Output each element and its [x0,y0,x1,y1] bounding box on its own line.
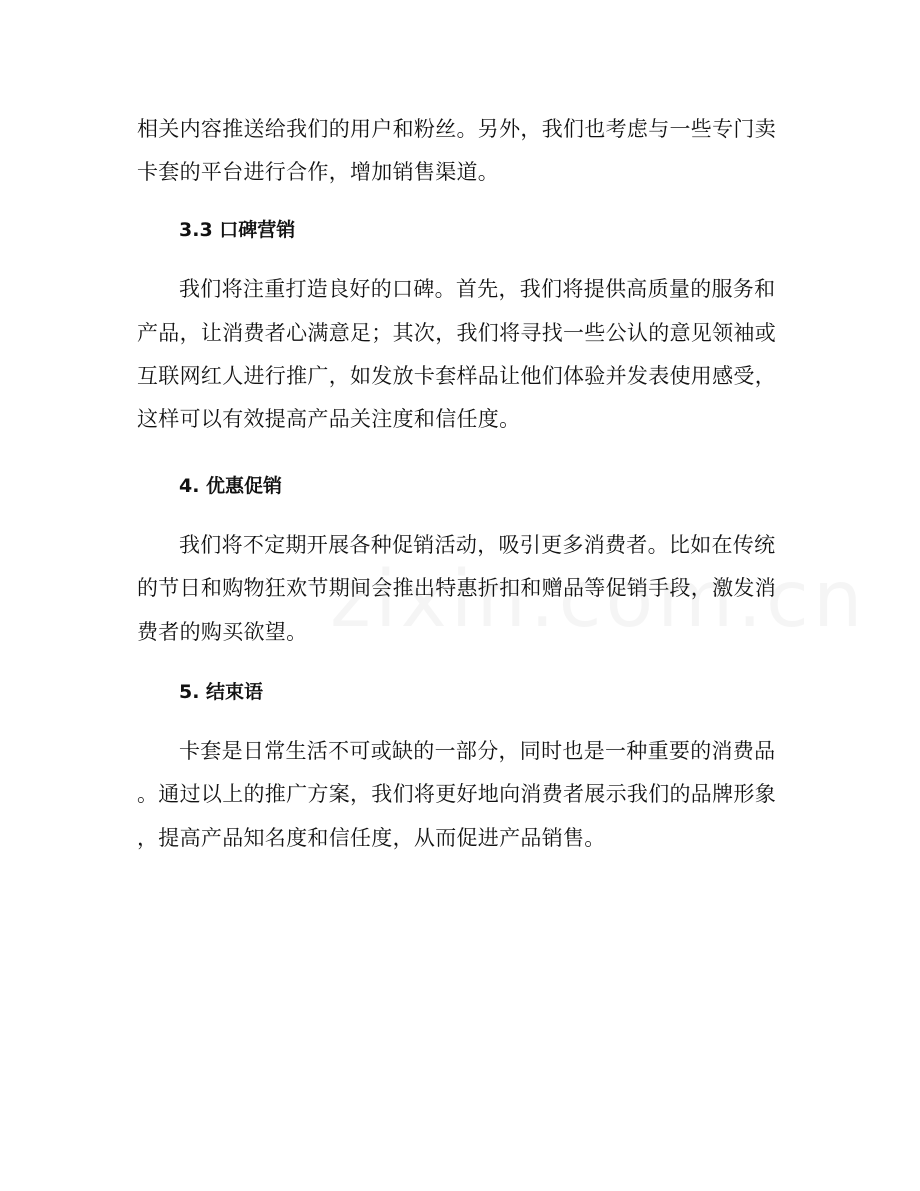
section-heading-5: 5. 结束语 [179,681,264,703]
paragraph-line: 费者的购买欲望。 [137,620,308,644]
section-heading-3-3: 3.3 口碑营销 [179,219,296,241]
paragraph-line: 相关内容推送给我们的用户和粉丝。另外，我们也考虑与一些专门卖 [137,117,776,141]
paragraph-line: 产品，让消费者心满意足；其次，我们将寻找一些公认的意见领袖或 [137,321,776,345]
paragraph-line: 我们将不定期开展各种促销活动，吸引更多消费者。比如在传统 [179,533,776,557]
paragraph-line: 的节日和购物狂欢节期间会推出特惠折扣和赠品等促销手段，激发消 [137,576,776,600]
paragraph-line: 互联网红人进行推广，如发放卡套样品让他们体验并发表使用感受， [137,364,776,388]
paragraph-line: 卡套是日常生活不可或缺的一部分，同时也是一种重要的消费品 [179,739,776,763]
paragraph-line: ，提高产品知名度和信任度，从而促进产品销售。 [137,826,606,850]
paragraph-line: 我们将注重打造良好的口碑。首先，我们将提供高质量的服务和 [179,277,776,301]
section-heading-4: 4. 优惠促销 [179,475,283,497]
paragraph-line: 这样可以有效提高产品关注度和信任度。 [137,407,521,431]
paragraph-line: 。通过以上的推广方案，我们将更好地向消费者展示我们的品牌形象 [137,782,776,806]
paragraph-line: 卡套的平台进行合作，增加销售渠道。 [137,160,500,184]
